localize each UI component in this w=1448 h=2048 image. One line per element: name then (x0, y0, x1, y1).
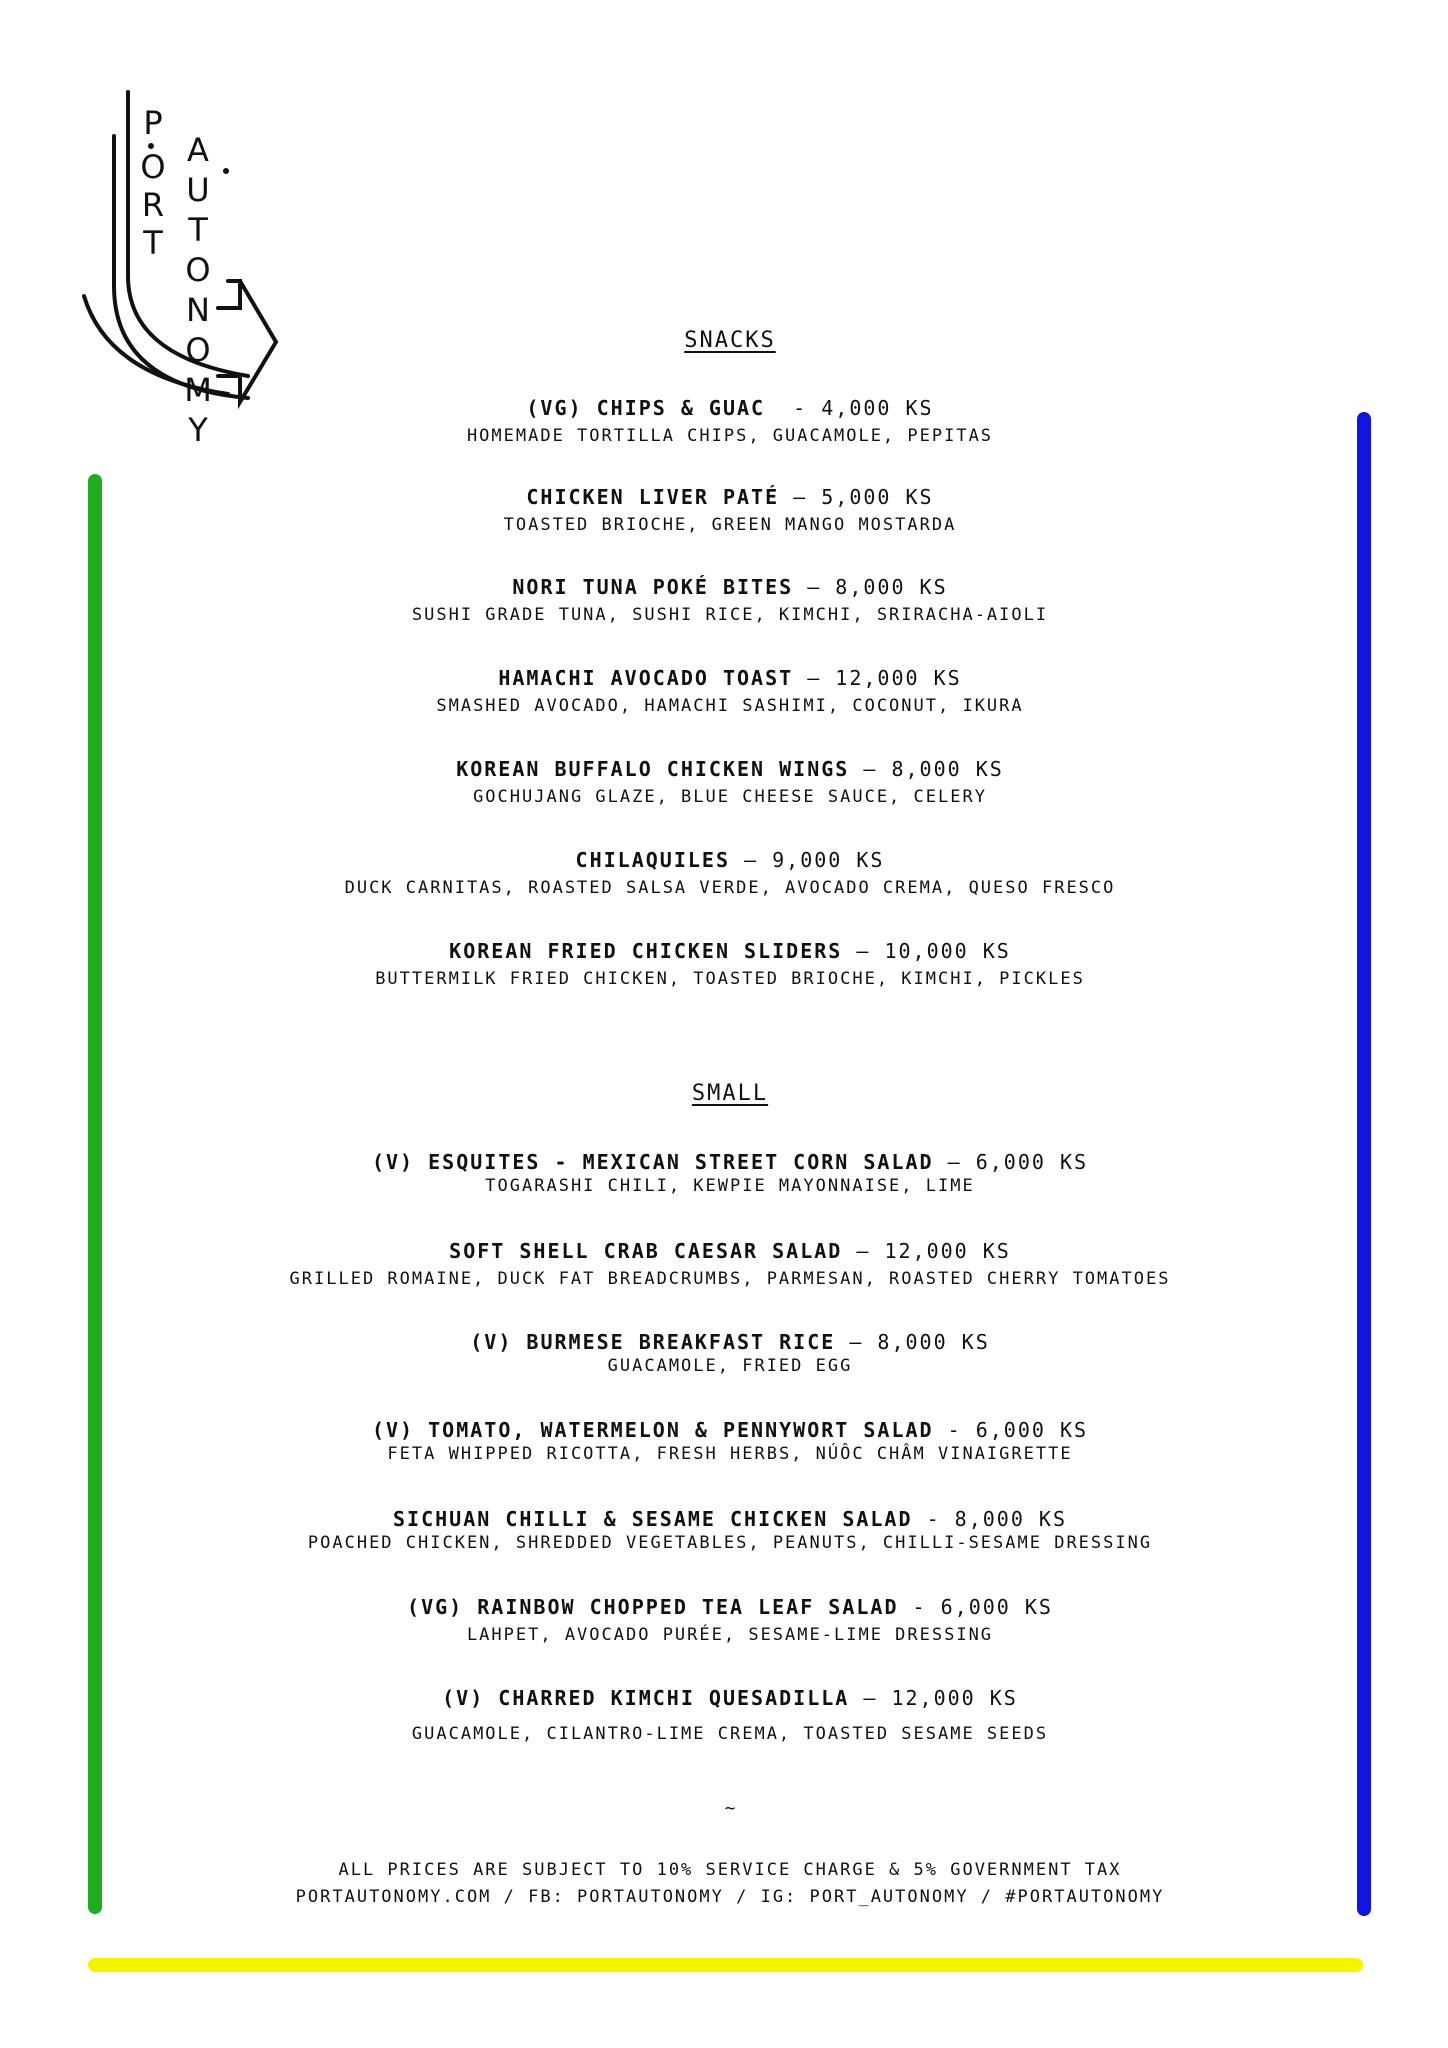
item-description: TOGARASHI CHILI, KEWPIE MAYONNAISE, LIME (485, 1176, 975, 1196)
menu-item (200, 666, 1260, 716)
item-price: – 8,000 KS (849, 757, 1004, 781)
item-name: (V) TOMATO, WATERMELON & PENNYWORT SALAD (371, 1418, 934, 1442)
item-description: HOMEMADE TORTILLA CHIPS, GUACAMOLE, PEPITAS (466, 426, 994, 446)
menu-item (200, 396, 1260, 446)
item-description: DUCK CARNITAS, ROASTED SALSA VERDE, AVOCADO CREMA, QUESO FRESCO (344, 878, 1116, 898)
item-description: SUSHI GRADE TUNA, SUSHI RICE, KIMCHI, SRIRACHA-AIOLI (411, 605, 1049, 625)
item-name: (V) ESQUITES - MEXICAN STREET CORN SALAD (371, 1150, 934, 1174)
item-price: – 10,000 KS (842, 939, 1011, 963)
logo-letter-p: P (143, 104, 163, 142)
item-price: – 8,000 KS (793, 575, 948, 599)
item-description: FETA WHIPPED RICOTTA, FRESH HERBS, NÚÔC CHÂM VINAIGRETTE (387, 1444, 1073, 1464)
green-side-bar (88, 474, 102, 1914)
item-name: (V) BURMESE BREAKFAST RICE (470, 1330, 836, 1354)
item-price: – 9,000 KS (730, 848, 885, 872)
item-description: LAHPET, AVOCADO PURÉE, SESAME-LIME DRESSING (466, 1625, 994, 1645)
menu-item (200, 1418, 1260, 1464)
menu-item (200, 939, 1260, 989)
blue-side-bar (1357, 412, 1371, 1916)
menu-item (200, 1150, 1260, 1196)
menu-item (200, 1330, 1260, 1376)
item-description: BUTTERMILK FRIED CHICKEN, TOASTED BRIOCHE, KIMCHI, PICKLES (375, 969, 1085, 989)
item-description: TOASTED BRIOCHE, GREEN MANGO MOSTARDA (503, 515, 957, 535)
divider-tilde: ~ (724, 1798, 736, 1819)
item-price: - 6,000 KS (898, 1595, 1053, 1619)
logo-letter-a: A (187, 131, 209, 169)
item-name: CHILAQUILES (575, 848, 730, 872)
item-name: (V) CHARRED KIMCHI QUESADILLA (442, 1686, 850, 1710)
section-title-small: SMALL (691, 1081, 769, 1106)
logo-letter-t2: T (188, 211, 208, 249)
menu-item (200, 485, 1260, 535)
footer-tax-note: ALL PRICES ARE SUBJECT TO 10% SERVICE CHARGE & 5% GOVERNMENT TAX (338, 1860, 1122, 1880)
item-name: (VG) CHIPS & GUAC (526, 396, 766, 420)
item-name: CHICKEN LIVER PATÉ (526, 485, 780, 509)
item-price: – 12,000 KS (793, 666, 962, 690)
section-title-snacks: SNACKS (684, 328, 776, 353)
menu-item (200, 848, 1260, 898)
item-price: – 6,000 KS (933, 1150, 1089, 1174)
logo-letter-y: Y (188, 411, 208, 449)
item-price: – 8,000 KS (835, 1330, 990, 1354)
logo-letter-o2: O (185, 251, 211, 289)
menu-item (200, 1507, 1260, 1553)
logo-letter-o: O (140, 148, 166, 186)
yellow-bottom-bar (88, 1958, 1363, 1972)
footer (200, 1857, 1260, 1911)
menu-item (200, 757, 1260, 807)
item-price: - 6,000 KS (933, 1418, 1089, 1442)
item-description: GOCHUJANG GLAZE, BLUE CHEESE SAUCE, CELERY (473, 787, 987, 807)
logo-letter-o3: O (185, 331, 211, 369)
logo-letter-n: N (186, 291, 210, 329)
item-name: SICHUAN CHILLI & SESAME CHICKEN SALAD (393, 1507, 913, 1531)
logo-letter-r: R (141, 186, 165, 224)
item-name: HAMACHI AVOCADO TOAST (498, 666, 794, 690)
item-price: – 12,000 KS (849, 1686, 1018, 1710)
item-description: GUACAMOLE, CILANTRO-LIME CREMA, TOASTED SESAME SEEDS (411, 1724, 1049, 1744)
item-name: KOREAN BUFFALO CHICKEN WINGS (456, 757, 850, 781)
logo-dot (223, 168, 229, 174)
menu-item (200, 1239, 1260, 1289)
item-name: (VG) RAINBOW CHOPPED TEA LEAF SALAD (407, 1595, 899, 1619)
item-description: SMASHED AVOCADO, HAMACHI SASHIMI, COCONUT, IKURA (436, 696, 1024, 716)
logo-letter-t: T (143, 224, 163, 262)
item-description: POACHED CHICKEN, SHREDDED VEGETABLES, PEANUTS, CHILLI-SESAME DRESSING (307, 1533, 1153, 1553)
item-description: GUACAMOLE, FRIED EGG (607, 1356, 853, 1376)
item-name: KOREAN FRIED CHICKEN SLIDERS (449, 939, 843, 963)
footer-social-links: PORTAUTONOMY.COM / FB: PORTAUTONOMY / IG: PORT_AUTONOMY / #PORTAUTONOMY (295, 1887, 1165, 1907)
item-price: - 4,000 KS (765, 396, 934, 420)
logo-letter-m: M (184, 371, 212, 409)
item-name: NORI TUNA POKÉ BITES (512, 575, 794, 599)
item-price: – 5,000 KS (779, 485, 934, 509)
item-price: - 8,000 KS (912, 1507, 1067, 1531)
item-name: SOFT SHELL CRAB CAESAR SALAD (449, 1239, 843, 1263)
menu-item (200, 1595, 1260, 1645)
menu-item (200, 575, 1260, 625)
menu-item (200, 1686, 1260, 1744)
item-price: – 12,000 KS (842, 1239, 1011, 1263)
logo-letter-u: U (186, 171, 210, 209)
item-description: GRILLED ROMAINE, DUCK FAT BREADCRUMBS, PARMESAN, ROASTED CHERRY TOMATOES (289, 1269, 1171, 1289)
